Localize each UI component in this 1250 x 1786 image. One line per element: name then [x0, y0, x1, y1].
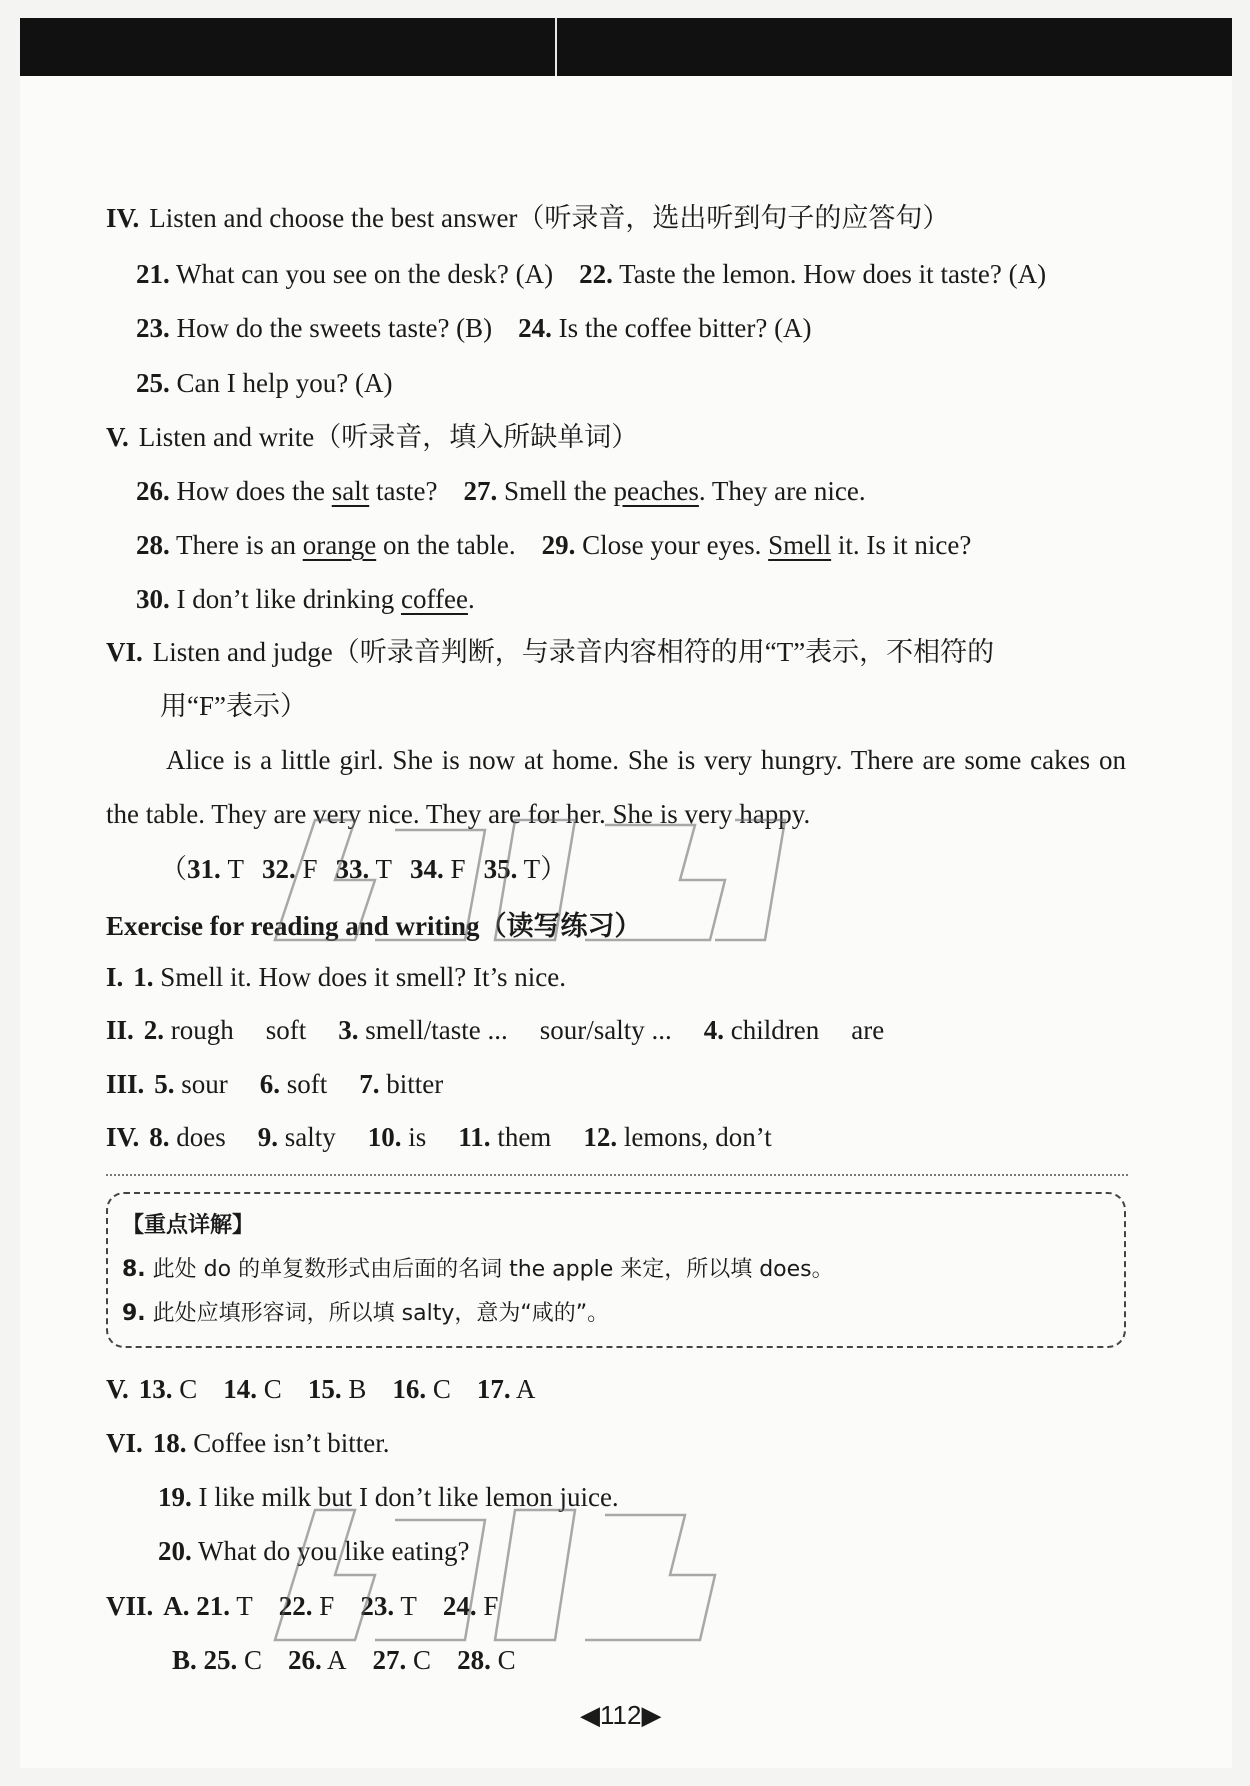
question-number: 1. [133, 962, 154, 992]
page-number: ◀112▶ [580, 1700, 662, 1730]
section-number: IV. [106, 203, 140, 233]
question-text: What can you see on the desk? (A) [176, 259, 554, 289]
question-number: 17. [476, 1374, 511, 1404]
answer: I like milk but I don’t like lemon juice. [198, 1482, 619, 1512]
note-number: 8. [122, 1257, 146, 1282]
answer: C [244, 1645, 263, 1675]
question-number: 26. [136, 476, 170, 506]
fill-row [136, 581, 475, 617]
question-number: 23. [360, 1591, 395, 1621]
answer: is [408, 1122, 427, 1152]
answer: soft [286, 1069, 328, 1099]
question-text: There is an [176, 530, 303, 560]
answer-word: peaches [613, 476, 699, 506]
section-vi-heading [106, 634, 994, 670]
paren-close: ） [540, 854, 568, 884]
question-number: 22. [579, 259, 613, 289]
question-text: it. Is it nice? [831, 530, 972, 560]
header-notch [555, 18, 557, 76]
question-number: 6. [259, 1069, 281, 1099]
answer: soft [265, 1015, 307, 1045]
question-number: 34. [410, 854, 444, 884]
question-number: 24. [442, 1591, 477, 1621]
answer: lemons, don’t [623, 1122, 772, 1152]
note-line [122, 1296, 609, 1327]
answer: Coffee isn’t bitter. [193, 1428, 390, 1458]
question-number: 10. [367, 1122, 402, 1152]
question-number: 14. [223, 1374, 258, 1404]
section-title: Listen and judge（听录音判断，与录音内容相符的用“T”表示，不相符的 [152, 637, 995, 667]
answer: C [432, 1374, 451, 1404]
answer-word: coffee [400, 584, 468, 614]
note-number: 9. [122, 1301, 146, 1326]
section-number: III. [106, 1069, 145, 1099]
question-text: How do the sweets taste? (B) [176, 313, 493, 343]
question-number: 21. [136, 259, 170, 289]
answer: What do you like eating? [198, 1536, 470, 1566]
answer: salty [284, 1122, 336, 1152]
question-number: 7. [359, 1069, 380, 1099]
question-number: 31. [187, 854, 221, 884]
question-text: Close your eyes. [582, 530, 769, 560]
question-text: taste? [369, 476, 438, 506]
question-text: I don’t like drinking [176, 584, 401, 614]
question-number: 25. [203, 1645, 238, 1675]
header-bar [20, 18, 1232, 76]
listening-row [136, 256, 1046, 292]
key-points-box [106, 1192, 1126, 1348]
note-text: 此处 do 的单复数形式由后面的名词 the apple 来定，所以填 does。 [152, 1257, 834, 1282]
dotted-divider [106, 1174, 1128, 1176]
answer: F [450, 854, 466, 884]
question-number: 8. [149, 1122, 170, 1152]
question-number: 16. [392, 1374, 427, 1404]
listening-row [136, 310, 812, 346]
fill-row [136, 527, 971, 563]
section-iv-heading [106, 200, 949, 236]
question-number: 21. [196, 1591, 231, 1621]
answer: A [515, 1374, 536, 1404]
note-text: 此处应填形容词，所以填 salty，意为“咸的”。 [152, 1301, 610, 1326]
question-number: 25. [136, 368, 170, 398]
answer: does [176, 1122, 226, 1152]
question-number: 3. [338, 1015, 359, 1045]
question-text: on the table. [376, 530, 516, 560]
question-text: Is the coffee bitter? (A) [558, 313, 812, 343]
question-text: . They are nice. [698, 476, 866, 506]
section-title: 用“F”表示） [160, 691, 307, 721]
answer: Smell it. How does it smell? It’s nice. [160, 962, 566, 992]
question-number: 27. [372, 1645, 407, 1675]
note-line [122, 1252, 834, 1283]
question-text: How does the [176, 476, 332, 506]
section-number: VI. [106, 1428, 143, 1458]
rw-row-ii [106, 1012, 884, 1048]
answer: are [851, 1015, 885, 1045]
question-number: 13. [138, 1374, 173, 1404]
question-number: 19. [158, 1482, 192, 1512]
answer: T [375, 854, 393, 884]
rw-row-vi [106, 1425, 390, 1461]
answer-word: orange [302, 530, 377, 560]
answer: C [179, 1374, 198, 1404]
rw-row-iv [106, 1119, 772, 1155]
question-number: 5. [154, 1069, 175, 1099]
exercise-heading: Exercise for reading and writing（读写练习） [106, 911, 642, 941]
part-label: B. [172, 1645, 197, 1675]
answer: B [348, 1374, 367, 1404]
part-label: A. [163, 1591, 190, 1621]
answer-word: Smell [768, 530, 832, 560]
answer: smell/taste ... [365, 1015, 508, 1045]
section-number: II. [106, 1015, 134, 1045]
section-number: V. [106, 422, 129, 452]
answer: sour/salty ... [539, 1015, 672, 1045]
note-title: 【重点详解】 [122, 1213, 255, 1238]
question-text: Smell the [503, 476, 614, 506]
question-number: 33. [335, 854, 370, 884]
section-number: VII. [106, 1591, 154, 1621]
question-number: 22. [278, 1591, 313, 1621]
question-number: 35. [483, 854, 518, 884]
rw-row-i [106, 959, 566, 995]
question-number: 4. [703, 1015, 724, 1045]
section-number: IV. [106, 1122, 140, 1152]
question-number: 18. [152, 1428, 187, 1458]
question-number: 11. [458, 1122, 491, 1152]
watermark-graphic [255, 1490, 755, 1650]
section-title: Listen and choose the best answer（听录音，选出听到句子的应答句） [149, 203, 950, 233]
question-number: 29. [541, 530, 576, 560]
answer: them [497, 1122, 552, 1152]
watermark-graphic [255, 800, 795, 950]
answer-word: salt [331, 476, 370, 506]
section-title: Listen and write（听录音，填入所缺单词） [138, 422, 639, 452]
question-number: 27. [463, 476, 498, 506]
rw-row-v [106, 1371, 535, 1407]
answer: F [302, 854, 318, 884]
paren-open: （ [160, 854, 187, 884]
section-number: I. [106, 962, 124, 992]
listening-row [136, 365, 392, 401]
question-number: 23. [136, 313, 170, 343]
answer: T [400, 1591, 417, 1621]
section-v-heading [106, 419, 638, 455]
question-number: 15. [307, 1374, 342, 1404]
question-number: 30. [136, 584, 170, 614]
question-number: 24. [518, 313, 552, 343]
question-text: Can I help you? (A) [176, 368, 393, 398]
answer: T [227, 854, 244, 884]
fill-row [136, 473, 866, 509]
section-number: V. [106, 1374, 129, 1404]
question-number: 26. [288, 1645, 322, 1675]
answer: F [319, 1591, 335, 1621]
answer: C [497, 1645, 516, 1675]
section-vi-heading-cont [160, 688, 307, 724]
passage-text: Alice is a little girl. She is now at home. She is very hungry. There are some cakes on the table. They are very nice. They are for her. She is very happy. [106, 745, 1126, 829]
question-number: 20. [158, 1536, 192, 1566]
answer: T [236, 1591, 253, 1621]
answer: rough [170, 1015, 234, 1045]
answer: children [730, 1015, 820, 1045]
question-number: 28. [136, 530, 170, 560]
answer: sour [181, 1069, 228, 1099]
answer: F [483, 1591, 499, 1621]
question-number: 28. [457, 1645, 491, 1675]
answer: C [263, 1374, 282, 1404]
section-number: VI. [106, 637, 143, 667]
question-text: Taste the lemon. How does it taste? (A) [619, 259, 1047, 289]
rw-row-iii [106, 1066, 443, 1102]
question-number: 32. [262, 854, 296, 884]
question-number: 9. [257, 1122, 279, 1152]
answer: C [413, 1645, 432, 1675]
question-number: 12. [583, 1122, 618, 1152]
question-number: 2. [143, 1015, 165, 1045]
answer: T [523, 854, 541, 884]
question-text: . [467, 584, 475, 614]
answer: bitter [386, 1069, 444, 1099]
answer: A [327, 1645, 347, 1675]
